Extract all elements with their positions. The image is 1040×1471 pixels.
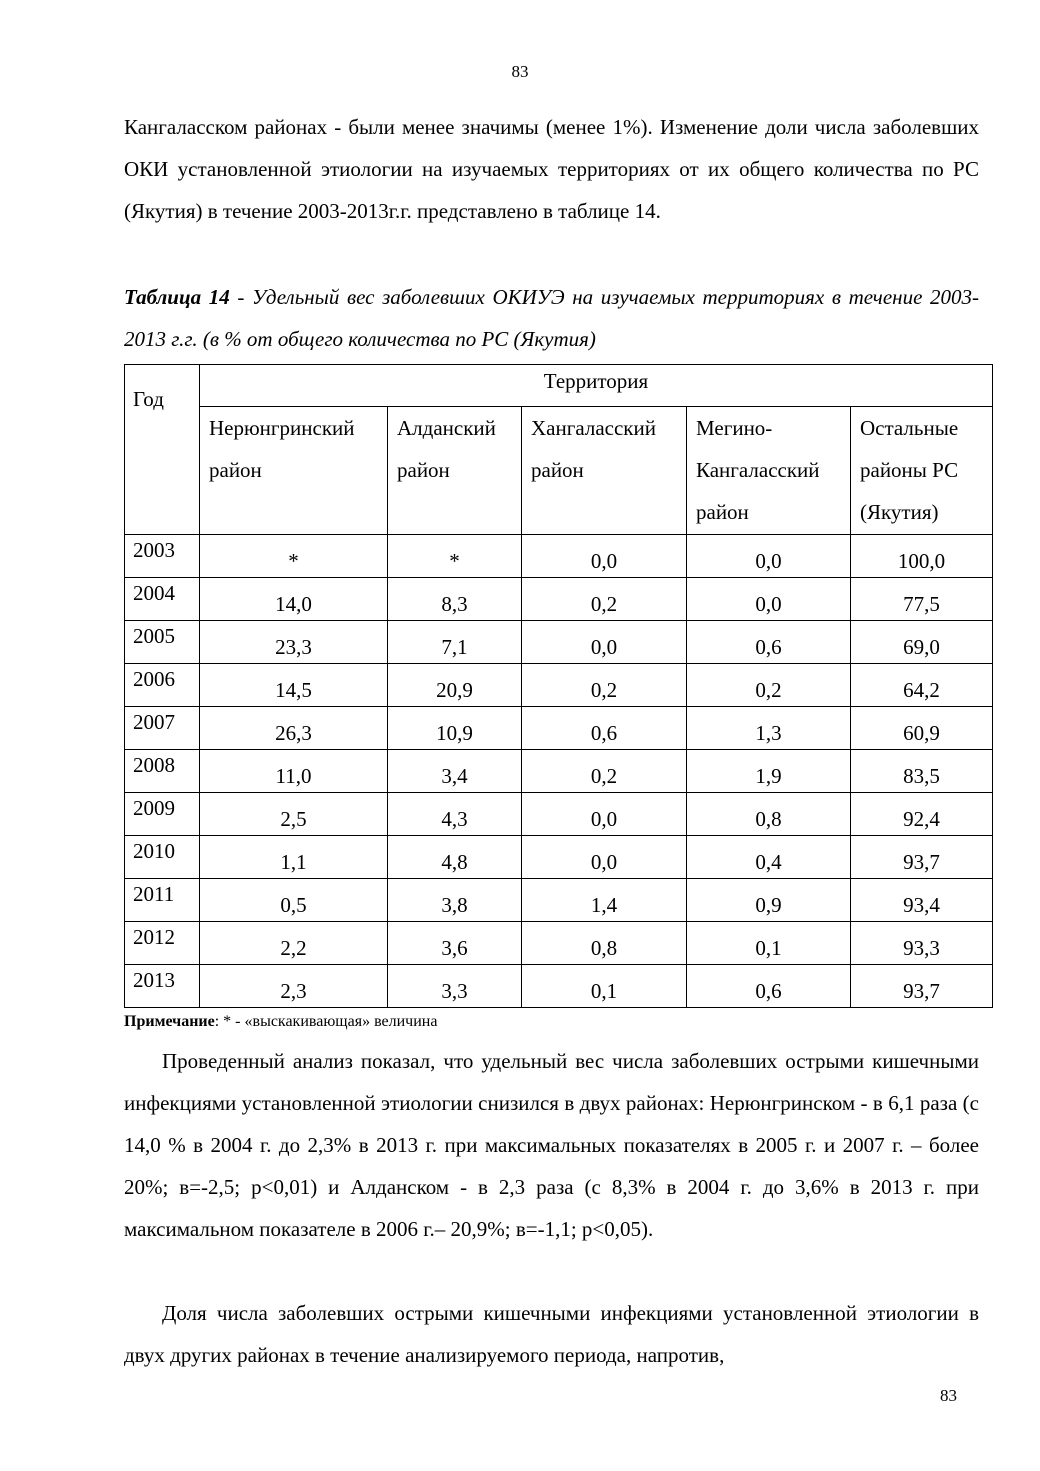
header-line: районы РС	[860, 458, 959, 482]
header-year: Год	[125, 365, 200, 535]
row-value	[687, 922, 851, 965]
table-caption-text: - Удельный вес заболевших ОКИУЭ на изучаемых территориях в течение 2003-2013 г.г. (в % от общего количества по РС (Якутия)	[124, 285, 979, 351]
header-column	[522, 407, 687, 535]
row-value	[200, 922, 388, 965]
row-value-text: 26,3	[275, 721, 312, 745]
row-value-text: 93,4	[903, 893, 940, 917]
header-line: Алданский	[397, 416, 496, 440]
row-value	[200, 879, 388, 922]
row-value	[687, 664, 851, 707]
page-number-bottom: 83	[940, 1386, 957, 1405]
header-column	[200, 407, 388, 535]
row-value	[522, 621, 687, 664]
header-territory: Территория	[200, 365, 993, 407]
row-value	[522, 879, 687, 922]
row-value	[200, 707, 388, 750]
row-value-text: 4,8	[441, 850, 468, 874]
row-value	[388, 535, 522, 578]
row-value	[522, 578, 687, 621]
table-row	[125, 707, 993, 750]
row-value-text: 93,3	[903, 936, 940, 960]
row-year: 2012	[125, 922, 200, 965]
row-value	[687, 836, 851, 879]
row-value	[522, 836, 687, 879]
row-value	[388, 879, 522, 922]
row-value-text: 0,8	[590, 936, 618, 960]
row-value-text: 3,4	[441, 764, 468, 788]
row-value	[522, 793, 687, 836]
data-table	[124, 364, 993, 1008]
row-value	[687, 578, 851, 621]
page-number-top: 83	[511, 62, 529, 81]
row-value	[200, 621, 388, 664]
table-header-row	[125, 365, 993, 407]
row-value-text: 0,0	[590, 850, 618, 874]
row-value	[851, 750, 993, 793]
table-note	[124, 1012, 437, 1032]
row-value	[200, 535, 388, 578]
row-value	[687, 621, 851, 664]
row-value-text: *	[288, 549, 299, 573]
row-value-text: 0,2	[590, 764, 618, 788]
row-value-text: 0,2	[590, 592, 618, 616]
row-value	[388, 621, 522, 664]
row-value-text: 1,9	[755, 764, 782, 788]
row-value	[200, 750, 388, 793]
header-line: район	[397, 458, 450, 482]
row-value-text: 2,3	[280, 979, 307, 1003]
row-value	[522, 750, 687, 793]
row-value-text: 93,7	[903, 850, 940, 874]
table-row	[125, 836, 993, 879]
row-value	[851, 793, 993, 836]
row-value	[687, 707, 851, 750]
table-row	[125, 535, 993, 578]
row-value-text: 0,2	[590, 678, 618, 702]
row-value	[851, 707, 993, 750]
row-value	[522, 965, 687, 1008]
row-value-text: 10,9	[436, 721, 473, 745]
row-value-text: 14,5	[275, 678, 312, 702]
row-value	[851, 922, 993, 965]
row-value	[200, 965, 388, 1008]
paragraph-intro: Кангаласском районах - были менее значимы (менее 1%). Изменение доли числа заболевших ОКИ установленной этиологии на изучаемых территориях от их общего количества по РС (Якутия) в течение 2003-2013г.г. представлено в таблице 14.	[124, 115, 979, 223]
row-value	[388, 836, 522, 879]
row-value-text: 0,2	[755, 678, 782, 702]
row-value-text: 0,6	[590, 721, 618, 745]
row-value	[687, 750, 851, 793]
row-value	[851, 836, 993, 879]
row-value	[388, 965, 522, 1008]
header-line: Остальные	[860, 416, 959, 440]
row-value	[687, 879, 851, 922]
row-value	[522, 922, 687, 965]
header-line: (Якутия)	[860, 500, 939, 524]
row-value-text: 3,6	[441, 936, 468, 960]
row-value-text: 92,4	[903, 807, 940, 831]
row-value	[388, 664, 522, 707]
row-year: 2003	[125, 535, 200, 578]
row-value-text: 3,8	[441, 893, 468, 917]
row-year: 2011	[125, 879, 200, 922]
row-value-text: 0,6	[755, 635, 782, 659]
row-value-text: 64,2	[903, 678, 940, 702]
row-value	[388, 750, 522, 793]
row-value-text: 77,5	[903, 592, 940, 616]
row-value-text: 11,0	[275, 764, 312, 788]
row-value-text: 0,0	[590, 635, 618, 659]
row-value-text: 20,9	[436, 678, 473, 702]
row-value-text: 0,5	[280, 893, 307, 917]
row-value-text: 83,5	[903, 764, 940, 788]
paragraph-analysis: Проведенный анализ показал, что удельный вес числа заболевших острыми кишечными инфекциями установленной этиологии снизился в двух районах: Нерюнгринском - в 6,1 раза (с 14,0 % в 2004 г. до 2,3% в 2013 г. при максимальных показателях в 2005 г. и 2007 г. – более 20%; в=-2,5; р<0,01) и Алданском - в 2,3 раза (с 8,3% в 2004 г. до 3,6% в 2013 г. при максимальном показателе в 2006 г.– 20,9%; в=-1,1; р<0,05).	[124, 1049, 979, 1241]
row-year: 2006	[125, 664, 200, 707]
row-year: 2013	[125, 965, 200, 1008]
table-note-text: : * - «выскакивающая» величина	[214, 1013, 438, 1030]
row-value	[200, 836, 388, 879]
table-row	[125, 793, 993, 836]
row-value-text: 14,0	[275, 592, 312, 616]
row-value-text: 0,0	[590, 807, 618, 831]
row-value-text: 0,1	[590, 979, 618, 1003]
row-value-text: 1,4	[590, 893, 618, 917]
row-value	[388, 707, 522, 750]
row-value	[687, 535, 851, 578]
header-line: район	[531, 458, 584, 482]
row-value-text: 0,4	[755, 850, 782, 874]
row-value	[388, 793, 522, 836]
row-year: 2009	[125, 793, 200, 836]
header-line: Хангаласский	[531, 416, 656, 440]
row-value-text: 2,5	[280, 807, 307, 831]
row-value	[522, 664, 687, 707]
row-value-text: 4,3	[441, 807, 468, 831]
row-value-text: 100,0	[897, 549, 946, 573]
row-value	[522, 707, 687, 750]
table-row	[125, 965, 993, 1008]
row-value	[522, 535, 687, 578]
row-value-text: 1,3	[755, 721, 782, 745]
row-value	[200, 793, 388, 836]
row-value-text: 0,0	[755, 592, 782, 616]
table-caption	[124, 276, 979, 360]
row-value-text: 3,3	[441, 979, 468, 1003]
table-row	[125, 922, 993, 965]
row-value	[200, 578, 388, 621]
row-value-text: 0,1	[755, 936, 782, 960]
row-year: 2008	[125, 750, 200, 793]
header-line: район	[696, 500, 749, 524]
row-value-text: 0,0	[590, 549, 618, 573]
header-line: район	[209, 458, 262, 482]
row-value	[851, 879, 993, 922]
header-line: Нерюнгринский	[209, 416, 355, 440]
row-value	[851, 965, 993, 1008]
header-line: Кангаласский	[696, 458, 820, 482]
table-row	[125, 621, 993, 664]
row-value-text: 8,3	[441, 592, 468, 616]
row-value-text: 0,6	[755, 979, 782, 1003]
header-column	[388, 407, 522, 535]
row-year: 2010	[125, 836, 200, 879]
row-year: 2004	[125, 578, 200, 621]
row-value-text: 69,0	[903, 635, 940, 659]
row-value	[851, 621, 993, 664]
table-caption-label: Таблица 14	[124, 285, 230, 309]
row-value-text: 0,9	[755, 893, 782, 917]
table-subheader-row	[125, 407, 993, 535]
row-value-text: 0,8	[755, 807, 782, 831]
header-column	[687, 407, 851, 535]
table-row	[125, 879, 993, 922]
row-value	[851, 535, 993, 578]
row-value	[851, 664, 993, 707]
header-column	[851, 407, 993, 535]
header-line: Мегино-	[696, 416, 773, 440]
row-value	[687, 965, 851, 1008]
table-note-label: Примечание	[124, 1013, 215, 1030]
table-row	[125, 664, 993, 707]
row-value	[388, 578, 522, 621]
row-value-text: 2,2	[280, 936, 307, 960]
row-value	[200, 664, 388, 707]
row-value-text: 23,3	[275, 635, 312, 659]
row-value	[388, 922, 522, 965]
row-value	[851, 578, 993, 621]
paragraph-continuation: Доля числа заболевших острыми кишечными инфекциями установленной этиологии в двух других районах в течение анализируемого периода, напротив,	[124, 1301, 979, 1367]
row-value-text: 0,0	[755, 549, 782, 573]
table-row	[125, 578, 993, 621]
row-value-text: 60,9	[903, 721, 940, 745]
row-year: 2005	[125, 621, 200, 664]
row-value-text: *	[449, 549, 460, 573]
row-value-text: 93,7	[903, 979, 940, 1003]
row-value	[687, 793, 851, 836]
row-year: 2007	[125, 707, 200, 750]
row-value-text: 7,1	[441, 635, 468, 659]
row-value-text: 1,1	[280, 850, 307, 874]
table-row	[125, 750, 993, 793]
